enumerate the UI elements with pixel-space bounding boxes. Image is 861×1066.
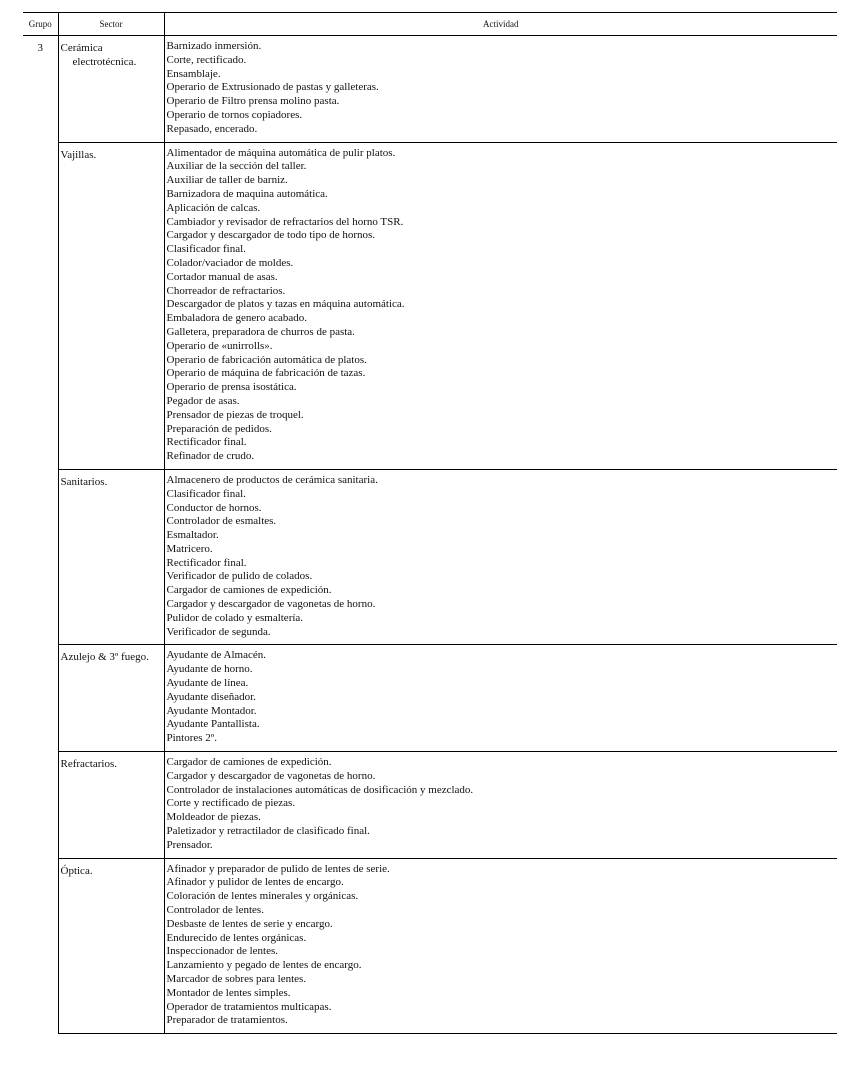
actividad-item: Coloración de lentes minerales y orgánicas. xyxy=(166,890,359,903)
sector-label: Óptica. xyxy=(60,864,93,877)
actividad-item: Auxiliar de la sección del taller. xyxy=(166,160,307,173)
actividad-item: Pintores 2º. xyxy=(166,732,217,745)
actividad-item: Prensador. xyxy=(166,838,213,851)
actividad-item: Moldeador de piezas. xyxy=(166,811,261,824)
actividad-item: Operario de Filtro prensa molino pasta. xyxy=(166,95,340,108)
actividad-item: Auxiliar de taller de barniz. xyxy=(166,174,288,187)
actividad-item: Inspeccionador de lentes. xyxy=(166,945,278,958)
table-row xyxy=(23,858,837,1034)
actividad-item: Cargador de camiones de expedición. xyxy=(166,584,332,597)
actividad-item: Operario de «unirrolls». xyxy=(166,339,273,352)
actividad-item: Alimentador de máquina automática de pulir platos. xyxy=(166,146,396,159)
sector-cell xyxy=(58,142,164,469)
actividad-cell xyxy=(164,645,837,752)
actividad-item: Colador/vaciador de moldes. xyxy=(166,256,294,269)
grupo-cell xyxy=(23,645,58,752)
actividad-item: Pulidor de colado y esmaltería. xyxy=(166,611,304,624)
actividad-item: Verificador de pulido de colados. xyxy=(166,570,313,583)
actividad-item: Refinador de crudo. xyxy=(166,450,255,463)
grupo-cell xyxy=(23,752,58,859)
actividad-item: Controlador de instalaciones automáticas de dosificación y mezclado. xyxy=(166,783,474,796)
actividad-item: Almacenero de productos de cerámica sanitaria. xyxy=(166,473,378,486)
actividad-item: Controlador de esmaltes. xyxy=(166,515,277,528)
header-row xyxy=(23,13,837,36)
sector-cell xyxy=(58,645,164,752)
activity-table-container xyxy=(23,12,837,1034)
actividad-item: Rectificador final. xyxy=(166,556,247,569)
sector-cell xyxy=(58,36,164,143)
sector-label: electrotécnica. xyxy=(72,55,137,68)
actividad-item: Operario de prensa isostática. xyxy=(166,381,297,394)
actividad-item: Operario de tornos copiadores. xyxy=(166,108,303,121)
actividad-item: Ayudante de Almacén. xyxy=(166,649,266,662)
actividad-item: Rectificador final. xyxy=(166,436,247,449)
actividad-item: Endurecido de lentes orgánicas. xyxy=(166,931,307,944)
actividad-item: Matricero. xyxy=(166,542,213,555)
actividad-item: Galletera, preparadora de churros de pasta. xyxy=(166,325,355,338)
sector-label: Vajillas. xyxy=(60,148,97,161)
actividad-cell xyxy=(164,752,837,859)
activity-table xyxy=(23,12,837,1034)
sector-label: Refractarios. xyxy=(60,758,117,771)
actividad-item: Cambiador y revisador de refractarios del horno TSR. xyxy=(166,215,404,228)
sector-label: Cerámica xyxy=(60,42,103,54)
actividad-item: Operador de tratamientos multicapas. xyxy=(166,1000,332,1013)
actividad-item: Embaladora de genero acabado. xyxy=(166,312,307,325)
actividad-item: Preparador de tratamientos. xyxy=(166,1014,288,1027)
table-row xyxy=(23,36,837,143)
sector-label: Sanitarios. xyxy=(60,475,108,488)
actividad-item: Prensador de piezas de troquel. xyxy=(166,408,304,421)
actividad-item: Ayudante Montador. xyxy=(166,704,257,717)
actividad-item: Cargador y descargador de vagonetas de horno. xyxy=(166,598,376,611)
grupo-cell: 3 xyxy=(37,42,43,54)
actividad-item: Ayudante de línea. xyxy=(166,677,249,690)
actividad-item: Cargador de camiones de expedición. xyxy=(166,756,332,769)
actividad-item: Operario de fabricación automática de platos. xyxy=(166,353,367,366)
actividad-item: Ensamblaje. xyxy=(166,67,221,80)
actividad-cell xyxy=(164,142,837,469)
header-actividad: Actividad xyxy=(164,13,837,36)
table-row xyxy=(23,142,837,469)
actividad-cell xyxy=(164,858,837,1034)
grupo-cell xyxy=(23,858,58,1034)
actividad-item: Marcador de sobres para lentes. xyxy=(166,973,307,985)
actividad-item: Descargador de platos y tazas en máquina automática. xyxy=(166,298,405,311)
actividad-item: Operario de Extrusionado de pastas y galleteras. xyxy=(166,81,379,94)
header-sector: Sector xyxy=(58,13,164,36)
actividad-item: Paletizador y retractilador de clasificado final. xyxy=(166,825,370,838)
actividad-item: Verificador de segunda. xyxy=(166,625,271,638)
actividad-item: Clasificador final. xyxy=(166,243,246,256)
actividad-item: Afinador y pulidor de lentes de encargo. xyxy=(166,876,344,889)
actividad-item: Ayudante diseñador. xyxy=(166,690,256,703)
actividad-item: Repasado, encerado. xyxy=(166,122,258,135)
actividad-item: Controlador de lentes. xyxy=(166,904,264,917)
actividad-item: Ayudante Pantallista. xyxy=(166,718,260,731)
actividad-cell xyxy=(164,36,837,143)
actividad-item: Esmaltador. xyxy=(166,529,219,542)
actividad-item: Cargador y descargador de todo tipo de hornos. xyxy=(166,229,376,242)
actividad-item: Cargador y descargador de vagonetas de horno. xyxy=(166,769,376,782)
actividad-item: Corte, rectificado. xyxy=(166,53,247,66)
actividad-item: Operario de máquina de fabricación de tazas. xyxy=(166,367,366,380)
actividad-item: Barnizadora de maquina automática. xyxy=(166,187,328,200)
grupo-cell xyxy=(23,142,58,469)
actividad-item: Conductor de hornos. xyxy=(166,501,262,514)
actividad-item: Afinador y preparador de pulido de lentes de serie. xyxy=(166,862,390,875)
actividad-cell xyxy=(164,469,837,645)
sector-label: Azulejo & 3º fuego. xyxy=(60,651,149,664)
actividad-item: Clasificador final. xyxy=(166,487,246,500)
table-row xyxy=(23,645,837,752)
sector-cell xyxy=(58,752,164,859)
actividad-item: Aplicación de calcas. xyxy=(166,201,261,214)
table-row xyxy=(23,469,837,645)
actividad-item: Barnizado inmersión. xyxy=(166,40,262,52)
actividad-item: Cortador manual de asas. xyxy=(166,270,278,283)
sector-cell xyxy=(58,469,164,645)
header-grupo: Grupo xyxy=(23,13,58,36)
table-row xyxy=(23,752,837,859)
actividad-item: Ayudante de horno. xyxy=(166,663,253,676)
actividad-item: Montador de lentes simples. xyxy=(166,986,291,999)
actividad-item: Desbaste de lentes de serie y encargo. xyxy=(166,917,333,930)
actividad-item: Corte y rectificado de piezas. xyxy=(166,797,296,810)
actividad-item: Lanzamiento y pegado de lentes de encargo. xyxy=(166,959,362,972)
actividad-item: Preparación de pedidos. xyxy=(166,422,272,435)
grupo-cell xyxy=(23,469,58,645)
actividad-item: Chorreador de refractarios. xyxy=(166,284,286,297)
table-body xyxy=(23,36,837,1034)
actividad-item: Pegador de asas. xyxy=(166,394,240,407)
sector-cell xyxy=(58,858,164,1034)
